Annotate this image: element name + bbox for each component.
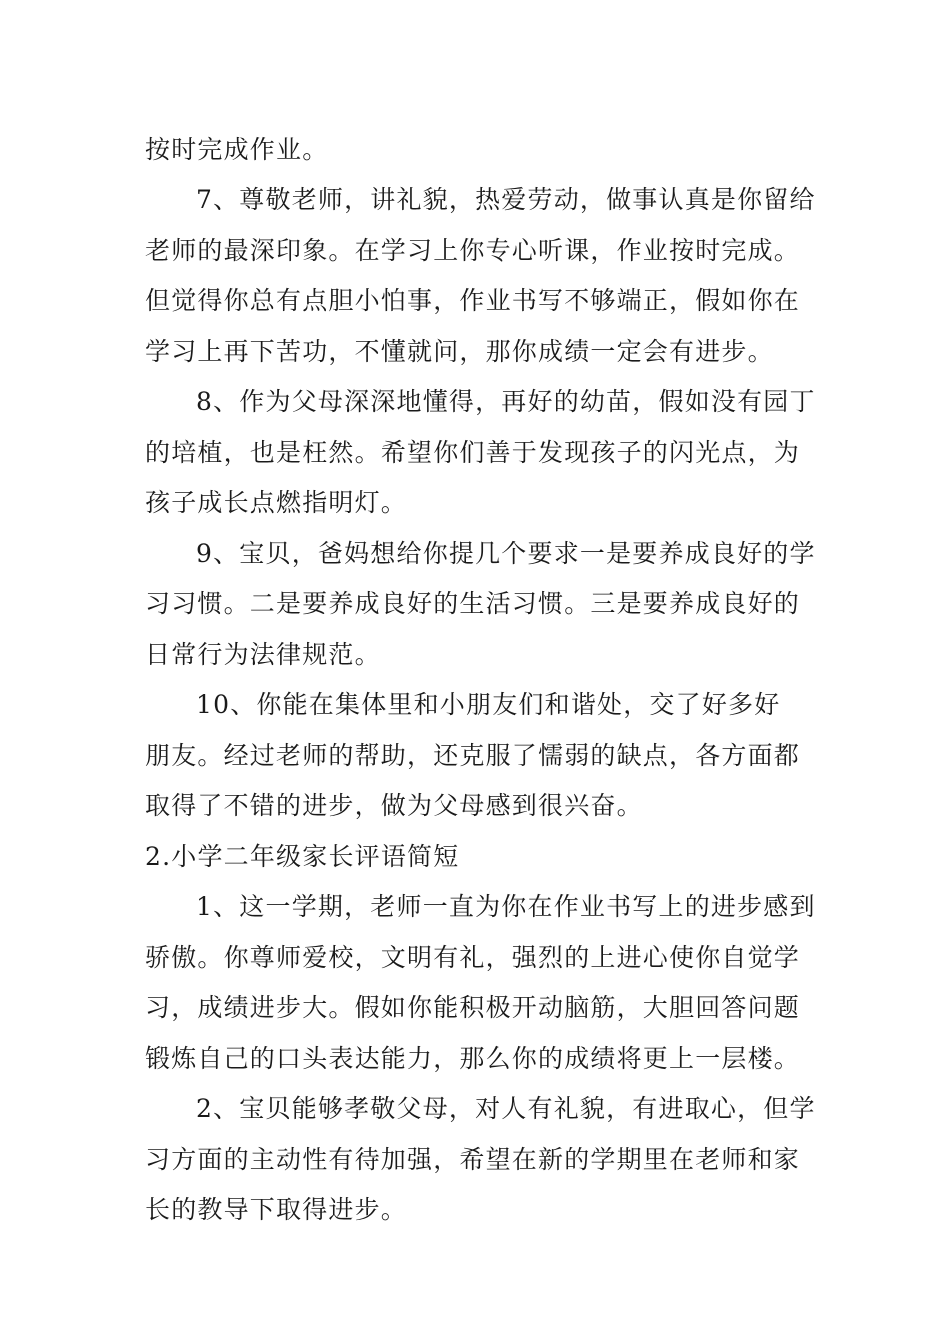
text-line: 2、宝贝能够孝敬父母，对人有礼貌，有进取心，但学 bbox=[196, 1094, 816, 1123]
text-line: 习习惯。二是要养成良好的生活习惯。三是要养成良好的 bbox=[145, 589, 801, 618]
text-line: 按时完成作业。 bbox=[145, 135, 329, 164]
text-line: 但觉得你总有点胆小怕事，作业书写不够端正，假如你在 bbox=[145, 286, 801, 315]
text-line: 学习上再下苦功，不懂就问，那你成绩一定会有进步。 bbox=[145, 337, 774, 366]
text-line: 老师的最深印象。在学习上你专心听课，作业按时完成。 bbox=[145, 236, 801, 265]
text-line: 朋友。经过老师的帮助，还克服了懦弱的缺点，各方面都 bbox=[145, 741, 801, 770]
text-line: 长的教导下取得进步。 bbox=[145, 1195, 408, 1224]
text-line: 骄傲。你尊师爱校，文明有礼，强烈的上进心使你自觉学 bbox=[145, 943, 801, 972]
text-line: 的培植，也是枉然。希望你们善于发现孩子的闪光点，为 bbox=[145, 438, 801, 467]
text-line: 9、宝贝，爸妈想给你提几个要求一是要养成良好的学 bbox=[196, 539, 816, 568]
text-line: 日常行为法律规范。 bbox=[145, 640, 381, 669]
text-line: 习，成绩进步大。假如你能积极开动脑筋，大胆回答问题 bbox=[145, 993, 801, 1022]
text-line: 7、尊敬老师，讲礼貌，热爱劳动，做事认真是你留给 bbox=[196, 185, 816, 214]
section-heading: 2.小学二年级家长评语简短 bbox=[145, 842, 460, 871]
text-line: 习方面的主动性有待加强，希望在新的学期里在老师和家 bbox=[145, 1145, 801, 1174]
text-line: 锻炼自己的口头表达能力，那么你的成绩将更上一层楼。 bbox=[145, 1044, 801, 1073]
text-line: 1、这一学期，老师一直为你在作业书写上的进步感到 bbox=[196, 892, 816, 921]
text-line: 8、作为父母深深地懂得，再好的幼苗，假如没有园丁 bbox=[196, 387, 816, 416]
text-line: 孩子成长点燃指明灯。 bbox=[145, 488, 408, 517]
text-line: 取得了不错的进步，做为父母感到很兴奋。 bbox=[145, 791, 643, 820]
text-line: 10、你能在集体里和小朋友们和谐处，交了好多好 bbox=[196, 690, 781, 719]
